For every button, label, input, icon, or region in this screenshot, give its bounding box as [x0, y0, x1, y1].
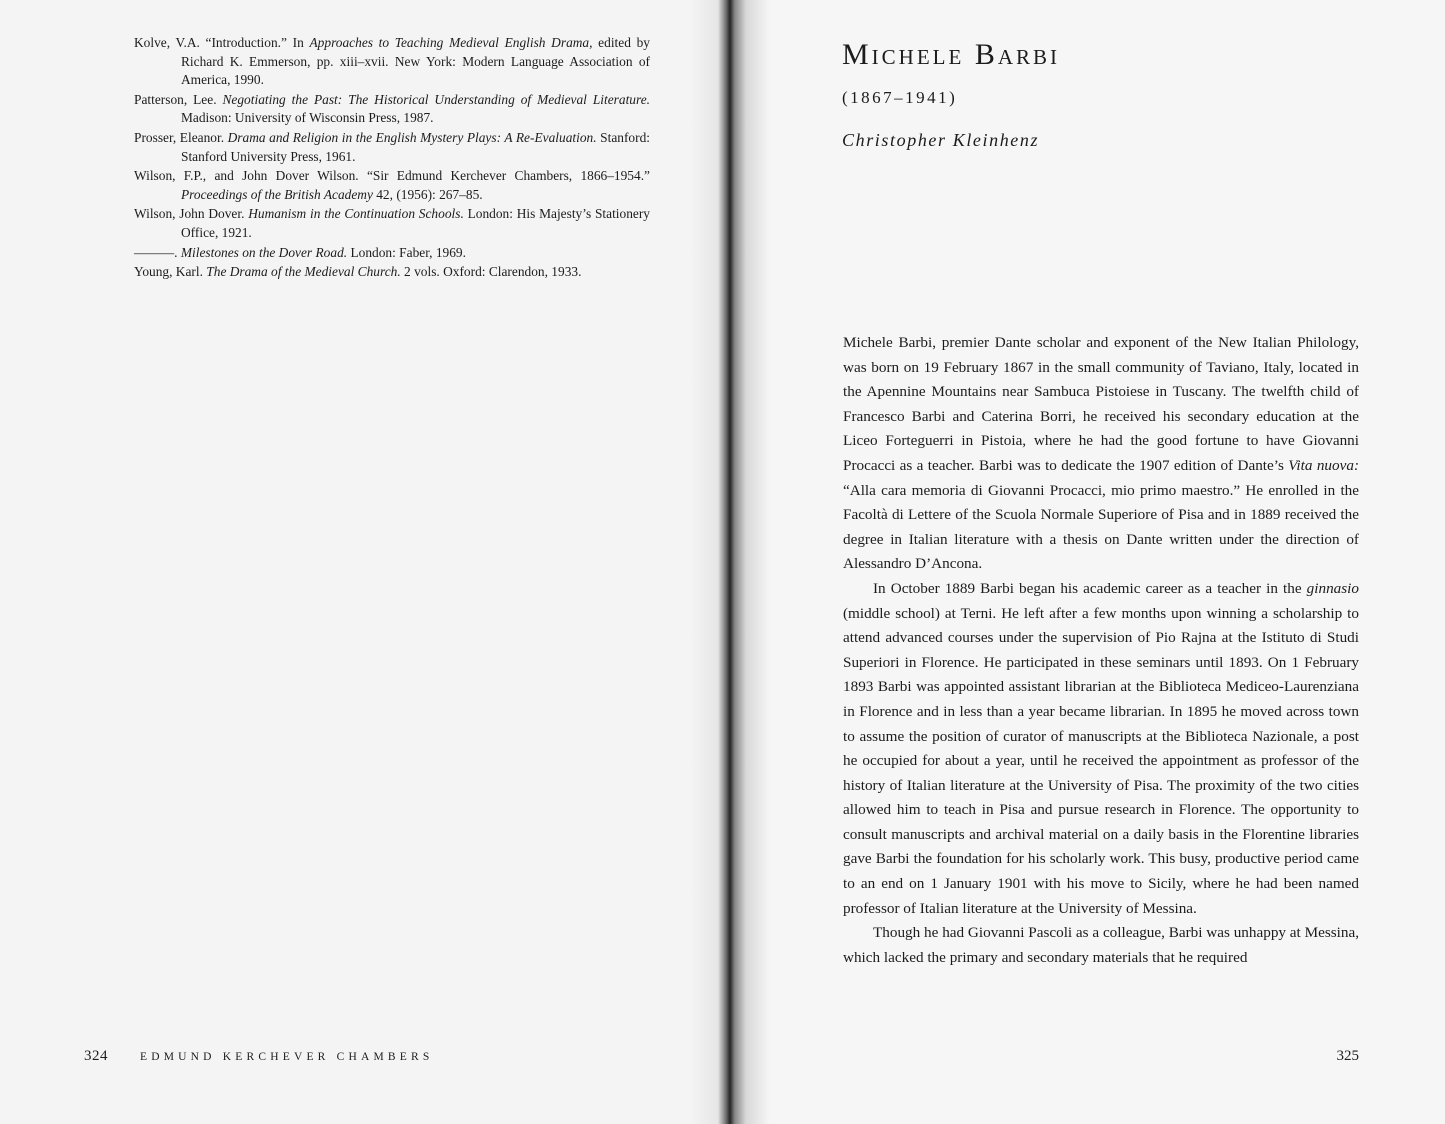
text-run: London: Faber, 1969. [347, 244, 466, 260]
text-run: Wilson, F.P., and John Dover Wilson. “Sir Edmund Kerchever Chambers, 1866–1954.” [134, 168, 650, 184]
chapter-author: Christopher Kleinhenz [842, 130, 1040, 150]
paragraph [843, 921, 1359, 970]
left-page [0, 0, 722, 1124]
bibliography-entry [134, 244, 650, 263]
body-text [843, 331, 1359, 970]
bibliography-entry [134, 91, 650, 128]
bibliography-list [134, 34, 650, 283]
text-run: (middle school) at Terni. He left after a few months upon winning a scholarship to attend advanced courses under the supervision of Pio Rajna at the Istituto di Studi Superiori in Florence. He participated in these seminars until 1893. On 1 February 1893 Barbi was appointed assistant librarian at the Biblioteca Mediceo-Laurenziana in Florence and in less than a year became librarian. In 1895 he moved across town to assume the position of curator of manuscripts at the Biblioteca Nazionale, a post he occupied for about a year, until he received the appointment as professor of the history of Italian literature at the University of Pisa. The proximity of the two cities allowed him to teach in Pisa and pursue research in Florence. The opportunity to consult manuscripts and archival material on a daily basis in the Florentine libraries gave Barbi the foundation for his scholarly work. This busy, productive period came to an end on 1 January 1901 with his move to Sicily, where he had been named professor of Italian literature at the University of Messina. [843, 604, 1359, 917]
text-run: Young, Karl. [134, 264, 207, 280]
page-number-right: 325 [1336, 1048, 1359, 1064]
bibliography-entry [134, 167, 650, 204]
bibliography-entry [134, 129, 650, 166]
bibliography-entry [134, 205, 650, 242]
text-run: Prosser, Eleanor. [134, 129, 228, 145]
text-run: edited by Richard K. Emmerson, pp. xiii–xvii. New York: Modern Language Association of America, 1990. [181, 35, 650, 88]
right-page [722, 0, 1445, 1124]
italic-text: Milestones on the Dover Road. [180, 244, 348, 260]
text-run: Kolve, V.A. “Introduction.” In [134, 35, 310, 50]
text-run: Wilson, John Dover. [134, 206, 249, 222]
text-run: ———. [134, 244, 181, 260]
paragraph [843, 577, 1359, 921]
text-run: Michele Barbi, premier Dante scholar and exponent of the New Italian Philology, was born on 19 February 1867 in the small community of Taviano, Italy, located in the Apennine Mountains near Sambuca Pistoiese in Tuscany. The twelfth child of Francesco Barbi and Caterina Borri, he received his secondary education at the Liceo Forteguerri in Pistoia, where he had the good fortune to have Giovanni Procacci as a teacher. Barbi was to dedicate the 1907 edition of Dante’s [843, 334, 1359, 474]
text-run: London: His Majesty’s Stationery Office, 1921. [181, 206, 650, 240]
bibliography-entry [134, 34, 650, 90]
page-number-left: 324 [84, 1048, 108, 1064]
italic-text: Approaches to Teaching Medieval English Drama, [309, 35, 593, 50]
text-run: Though he had Giovanni Pascoli as a colleague, Barbi was unhappy at Messina, which lacked the primary and secondary materials that he required [843, 924, 1359, 966]
paragraph [843, 331, 1359, 577]
italic-text: Vita nuova: [1288, 456, 1359, 474]
text-run: 42, (1956): 267–85. [372, 186, 483, 202]
text-run: Patterson, Lee. [134, 91, 223, 107]
italic-text: ginnasio [1306, 579, 1359, 597]
italic-text: The Drama of the Medieval Church. [206, 264, 401, 280]
text-run: Madison: University of Wisconsin Press, 1987. [181, 110, 434, 126]
text-run: Stanford: Stanford University Press, 1961. [181, 129, 650, 164]
italic-text: Proceedings of the British Academy [181, 186, 373, 202]
text-run: “Alla cara memoria di Giovanni Procacci, mio primo maestro.” He enrolled in the Facoltà di Lettere of the Scuola Normale Superiore of Pisa and in 1889 received the degree in Italian literature with a thesis on Dante written under the direction of Alessandro D’Ancona. [843, 481, 1359, 573]
text-run: 2 vols. Oxford: Clarendon, 1933. [400, 264, 582, 280]
chapter-title: Michele Barbi [842, 38, 1061, 71]
italic-text: Humanism in the Continuation Schools. [248, 206, 464, 222]
bibliography-entry [134, 263, 650, 282]
running-head: EDMUND KERCHEVER CHAMBERS [140, 1051, 434, 1063]
chapter-dates: (1867–1941) [842, 88, 958, 107]
text-run: In October 1889 Barbi began his academic career as a teacher in the [873, 579, 1307, 597]
italic-text: Drama and Religion in the English Mystery Plays: A Re-Evaluation. [227, 129, 597, 145]
italic-text: Negotiating the Past: The Historical Understanding of Medieval Literature. [222, 91, 650, 107]
